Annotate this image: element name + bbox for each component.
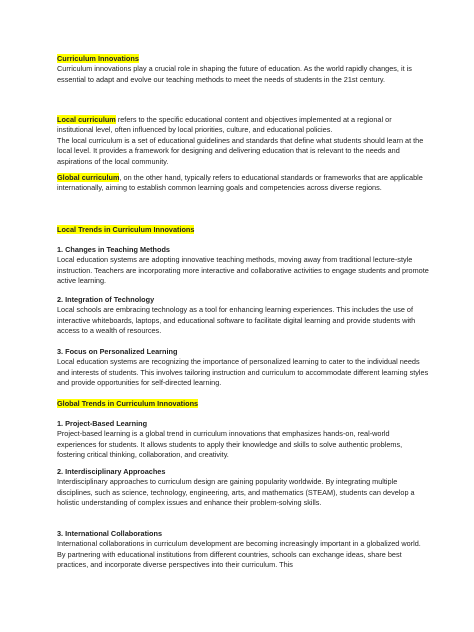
global-trend-item [57,419,429,461]
definition-paragraph: The local curriculum is a set of educational guidelines and standards that define what students should learn at the local level. It provides a framework for designing and delivering education that is relevant to the needs and aspirations of the local community. [57,135,424,166]
global-trend-item [57,529,429,571]
term-global-curriculum: Global curriculum [57,173,120,182]
trend-title: 2. Interdisciplinary Approaches [57,467,166,476]
trend-title: 1. Project-Based Learning [57,419,148,428]
trend-text: Project-based learning is a global trend in curriculum innovations that emphasizes hands-on, real-world experiences for students. It allows students to apply their knowledge and skills to solve authentic problems, fostering critical thinking, collaboration, and creativity. [57,429,403,460]
trend-text: Interdisciplinary approaches to curriculum design are gaining popularity worldwide. By integrating multiple disciplines, such as science, technology, engineering, arts, and mathematics (STEAM), students can develop a holistic understanding of complex issues and enhance their problem-solving skills. [57,477,415,508]
local-trends-heading-block [57,225,429,235]
trend-title: 3. Focus on Personalized Learning [57,347,178,356]
trend-text: International collaborations in curriculum development are becoming increasingly important in a globalized world. By partnering with educational institutions from different countries, schools can exchange ideas, share best practices, and incorporate diverse perspectives into their curriculum. This [57,539,421,570]
term-local-curriculum: Local curriculum [57,115,116,124]
local-trends-heading: Local Trends in Curriculum Innovations [57,225,195,234]
global-curriculum-definition [57,173,429,194]
local-trend-item [57,245,429,287]
local-trend-item [57,347,429,389]
trend-title: 2. Integration of Technology [57,295,155,304]
global-trend-item [57,467,429,509]
trend-text: Local education systems are adopting innovative teaching methods, moving away from traditional lecture-style instruction. Teachers are incorporating more interactive and collaborative activities to engage students and promote active learning. [57,255,429,286]
trend-title: 3. International Collaborations [57,529,163,538]
trend-title: 1. Changes in Teaching Methods [57,245,170,254]
intro-paragraph: Curriculum innovations play a crucial role in shaping the future of education. As the world rapidly changes, it is essential to adapt and evolve our teaching methods to meet the needs of students in the 21st century. [57,64,412,84]
definition-text: , on the other hand, typically refers to educational standards or frameworks that are applicable internationally, aiming to establish common learning goals and competencies across diverse regions. [57,173,423,193]
definition-text: refers to the specific educational content and objectives implemented at a regional or institutional level, often influenced by local priorities, culture, and educational policies. [57,115,392,135]
local-trend-item [57,295,429,337]
trend-text: Local education systems are recognizing the importance of personalized learning to cater to the individual needs and interests of students. This involves tailoring instruction and curriculum to accommodate different learning styles and provide opportunities for self-directed learning. [57,357,429,388]
global-trends-heading-block [57,399,429,409]
trend-text: Local schools are embracing technology as a tool for enhancing learning experiences. This includes the use of interactive whiteboards, laptops, and educational software to facilitate digital learning and provide students with access to a wealth of resources. [57,305,416,336]
section-heading: Curriculum Innovations [57,54,139,63]
local-curriculum-definition [57,115,429,167]
intro-section [57,54,429,85]
global-trends-heading: Global Trends in Curriculum Innovations [57,399,199,408]
